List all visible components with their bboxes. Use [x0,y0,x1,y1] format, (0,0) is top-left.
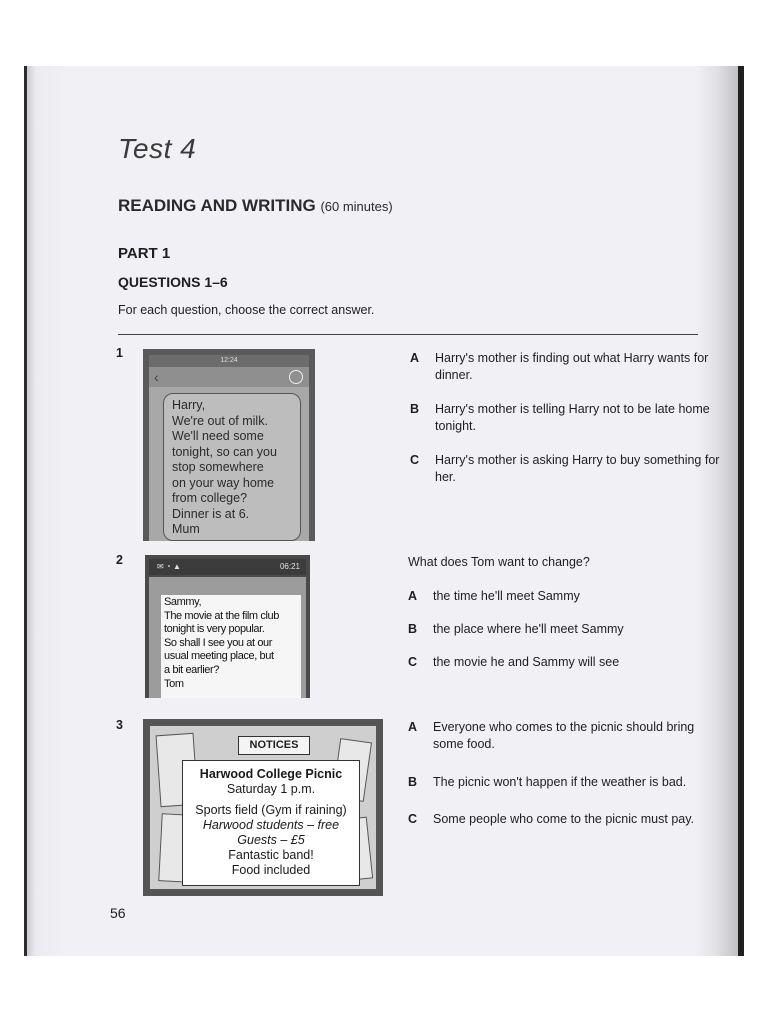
option-letter: C [408,655,418,669]
option-letter: C [408,812,418,826]
message-bubble [163,393,301,541]
option-row[interactable] [410,350,730,390]
page-number: 56 [110,905,126,921]
part-heading: PART 1 [118,245,171,262]
question-number: 3 [116,718,123,732]
option-row[interactable] [408,621,728,641]
test-title: Test 4 [118,133,197,164]
notice-card [182,760,360,886]
option-row[interactable] [410,401,730,441]
notice-students: Harwood students – free [202,818,340,832]
option-text: the time he'll meet Sammy [433,589,580,603]
option-letter: C [410,453,420,467]
divider [118,334,698,335]
option-text: the place where he'll meet Sammy [433,622,624,636]
phone-screen [149,577,306,698]
phone-image [145,555,310,698]
notice-band: Fantastic band! [228,848,314,862]
question-number: 2 [116,553,123,567]
option-letter: A [410,351,420,365]
option-text: Harry's mother is finding out what Harry wants for dinner. [435,351,709,382]
option-letter: B [410,402,420,416]
question-stem: What does Tom want to change? [408,555,590,569]
section-title: READING AND WRITING [118,196,316,215]
section-heading [118,196,393,216]
option-text: Harry's mother is telling Harry not to be late home tonight. [435,402,710,433]
option-text: Everyone who comes to the picnic should bring some food. [433,720,695,751]
option-text: the movie he and Sammy will see [433,655,620,669]
message-card [161,595,301,698]
questions-range: QUESTIONS 1–6 [118,274,228,290]
instruction-text: For each question, choose the correct answer. [118,303,375,317]
phone-time: 06:21 [279,562,300,571]
section-duration: (60 minutes) [320,199,393,214]
option-row[interactable] [408,774,728,794]
notice-board-image [143,719,383,896]
notice-guests: Guests – £5 [237,833,305,847]
phone-nav-bar [149,367,309,387]
phone-screen [149,355,309,541]
notice-food: Food included [231,863,311,877]
option-text: Some people who come to the picnic must pay. [433,812,695,826]
notice-when: Saturday 1 p.m. [226,782,316,796]
option-text: The picnic won't happen if the weather is bad. [433,775,687,789]
option-row[interactable] [408,654,728,674]
option-row[interactable] [408,719,728,759]
notice-board-surface [150,726,376,889]
phone-status-bar [149,559,306,575]
phone-status-bar: 12:24 [149,355,309,367]
option-row[interactable] [408,588,728,608]
option-row[interactable] [408,811,728,831]
status-icons: ✉ ◔ ▲ [157,562,181,571]
back-arrow-icon: ‹ [154,369,159,385]
message-text: Harry, We're out of milk. We'll need some tonight, so can you stop somewhere on your way home from college? Dinner is at 6. Mum [172,398,277,536]
notice-title: Harwood College Picnic [199,767,343,781]
message-text: Sammy, The movie at the film club tonight is very popular. So shall I see you at our usual meeting place, but a bit earlier? Tom [164,596,279,690]
page-spine-edge [24,66,27,956]
page-right-edge [738,66,744,956]
notice-where: Sports field (Gym if raining) [195,803,347,817]
question-number: 1 [116,346,123,360]
option-letter: B [408,622,418,636]
circle-icon [289,370,303,384]
option-row[interactable] [410,452,730,492]
phone-image [143,349,315,541]
option-letter: B [408,775,418,789]
option-letter: A [408,720,418,734]
option-letter: A [408,589,418,603]
option-text: Harry's mother is asking Harry to buy something for her. [435,453,720,484]
notices-label: NOTICES [238,736,310,755]
